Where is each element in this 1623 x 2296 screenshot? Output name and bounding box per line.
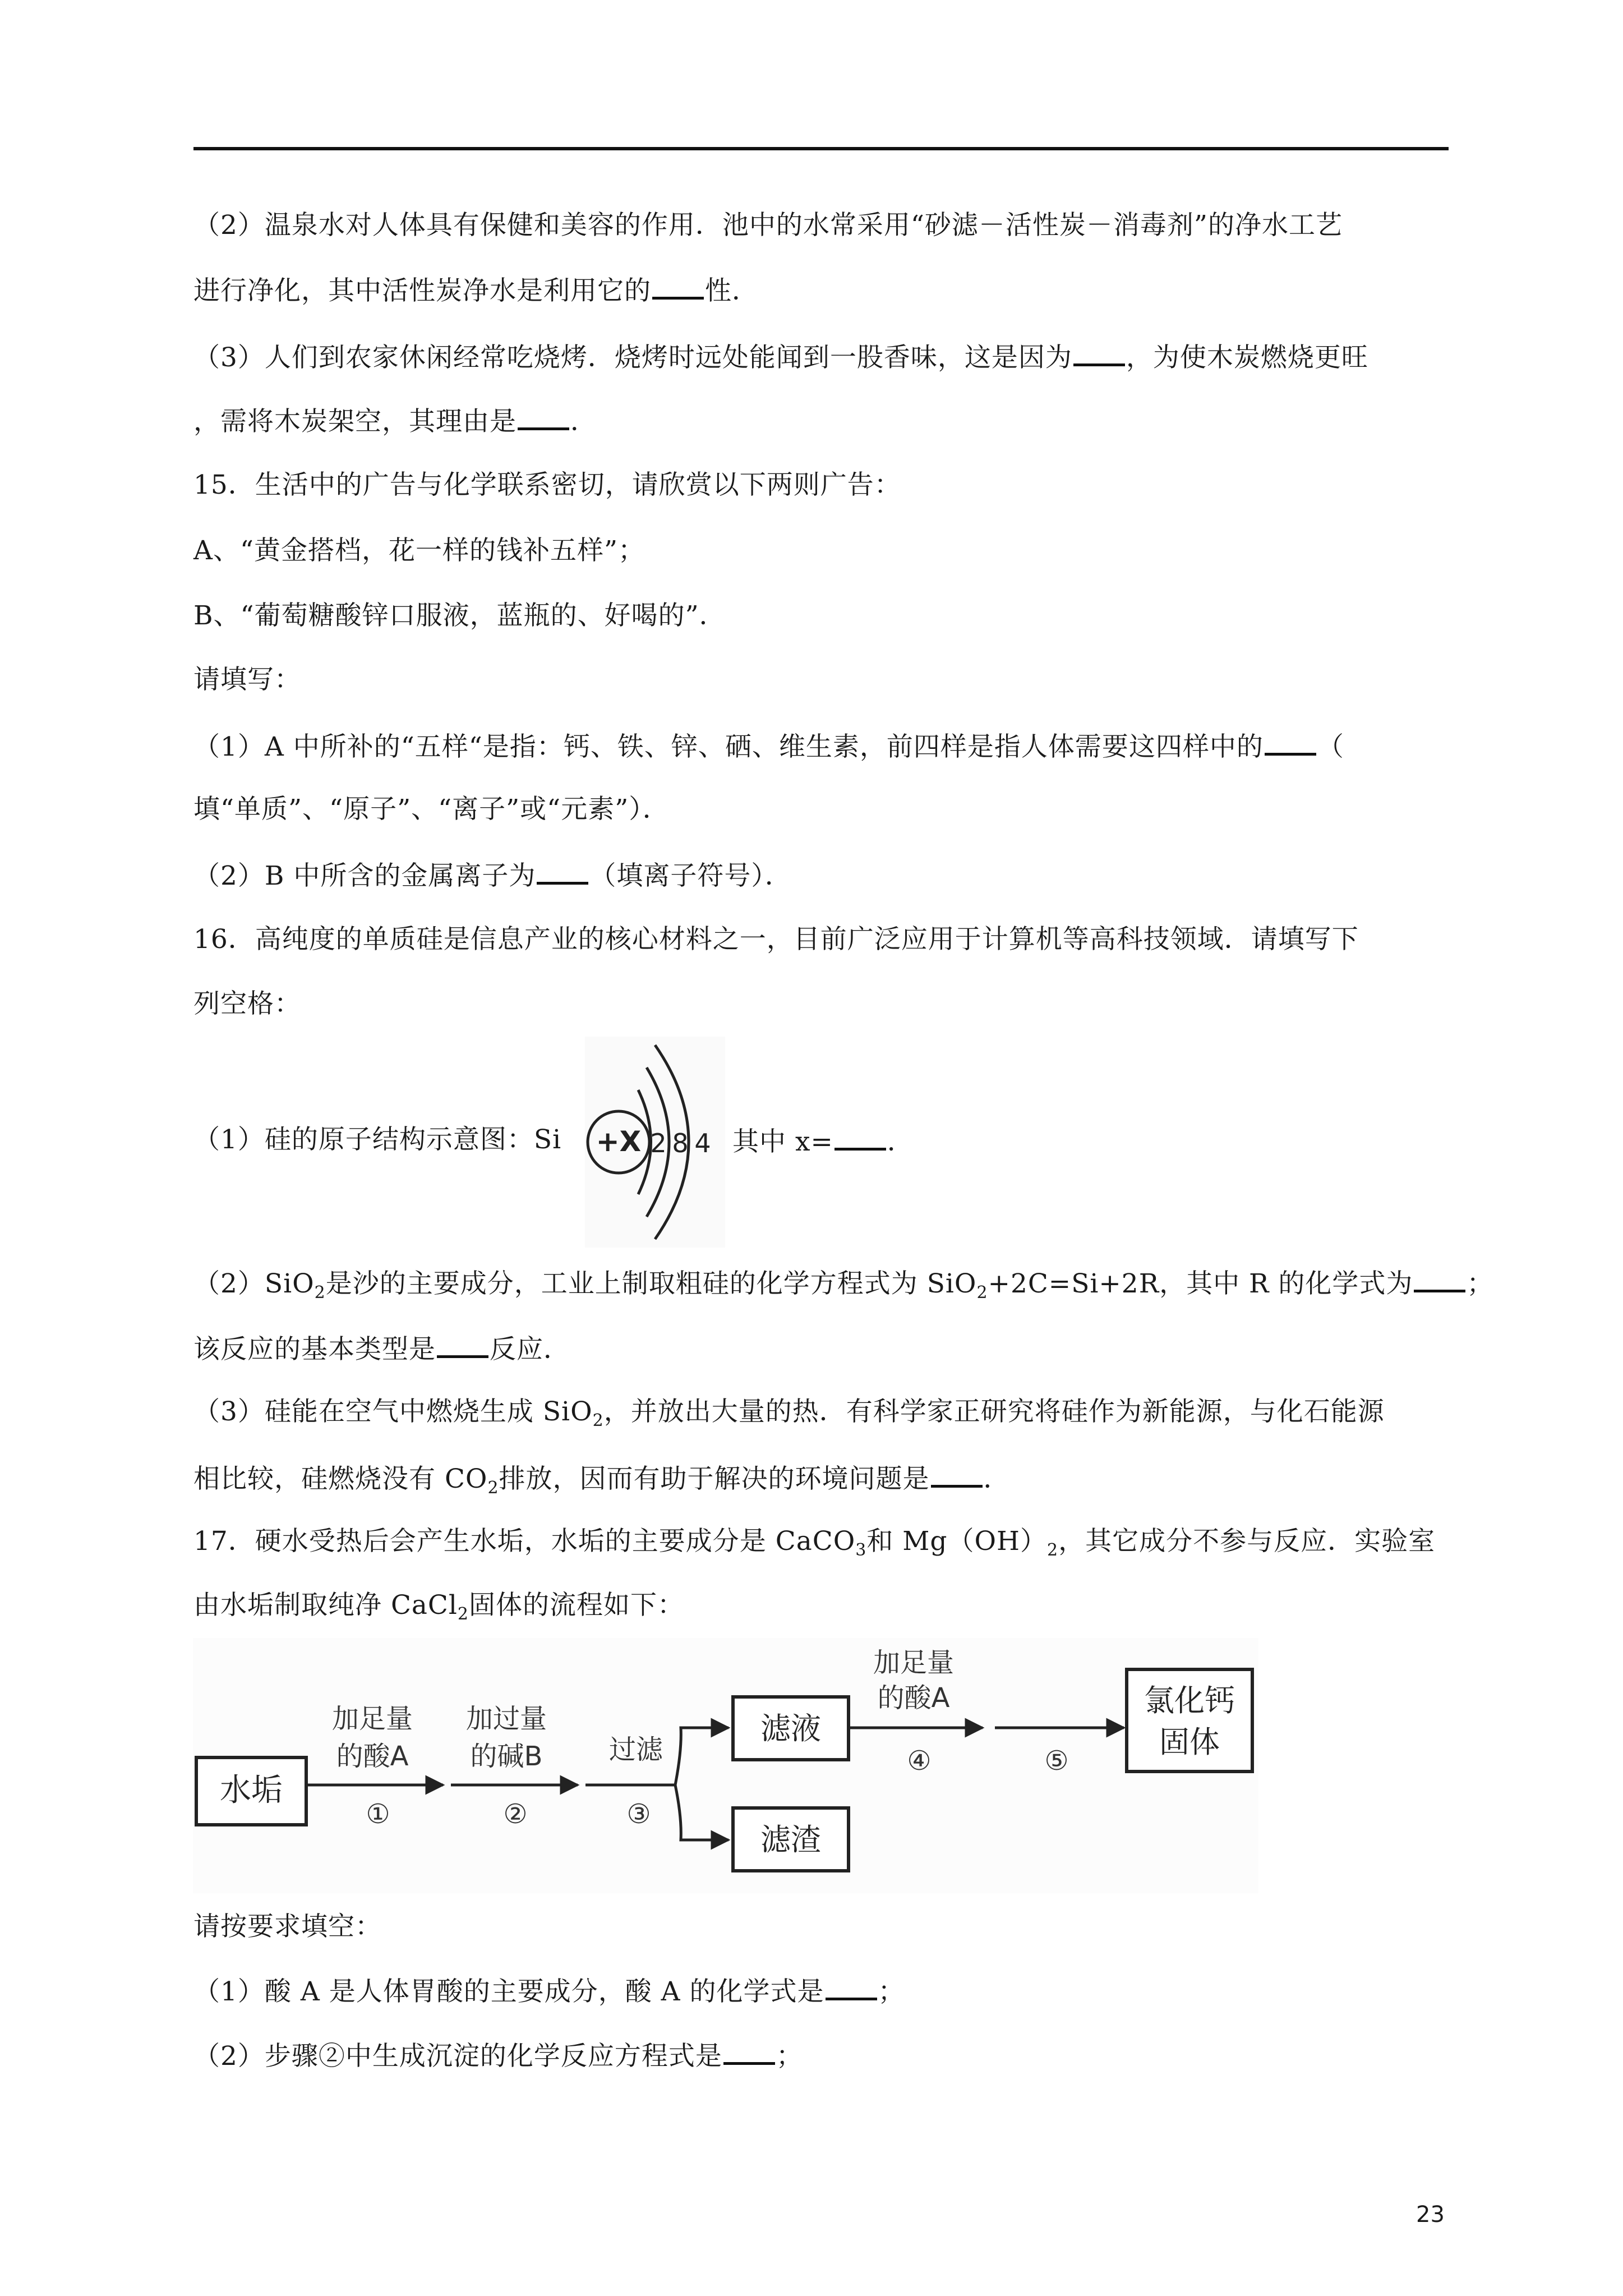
step4-top-label: 加足量: [873, 1647, 955, 1678]
q16-part2-line2: 该反应的基本类型是 反应．: [193, 1331, 570, 1366]
silicon-atom-structure-diagram: [585, 1037, 725, 1248]
q17-fill-instruction: 请按要求填空：: [193, 1911, 382, 1942]
q16-stem-line2: 列空格：: [193, 988, 301, 1019]
q15-stem: 15．生活中的广告与化学联系密切，请欣赏以下两则广告：: [193, 470, 901, 500]
q16-part3-line1: （3）硅能在空气中燃烧生成 SiO$_2$，并放出大量的热．有科学家正研究将硅作为新能源，与化石能源: [193, 1396, 1385, 1430]
step4-bottom-label: 的酸A: [877, 1682, 950, 1714]
scale-to-cacl2-flowchart: [193, 1638, 1258, 1893]
residue-label: 滤渣: [760, 1822, 821, 1857]
filtrate-label: 滤液: [760, 1711, 821, 1746]
page-number: 23: [1416, 2202, 1445, 2228]
step2-number: ②: [503, 1798, 528, 1830]
step1-bottom-label: 的酸A: [336, 1741, 409, 1772]
q16-part3-line2: 相比较，硅燃烧没有 $CO_2$排放，因而有助于解决的环境问题是 ．: [193, 1460, 1011, 1496]
q17-stem-line1: 17．硬水受热后会产生水垢，水垢的主要成分是 CaCO$_3$和 $Mg(OH)_2$，其它成分不参与反应．实验室: [193, 1526, 1436, 1560]
q17-stem-line2: 由水垢制取纯净 CaCl$_2$固体的流程如下：: [193, 1590, 685, 1624]
answer-blank[interactable]: [834, 1123, 886, 1151]
q16-stem-line1: 16．高纯度的单质硅是信息产业的核心材料之一，目前广泛应用于计算机等高科技领域．请填写下: [193, 924, 1359, 955]
q15-fill-instruction: 请填写：: [193, 664, 301, 695]
answer-blank[interactable]: [723, 2037, 775, 2065]
step2-top-label: 加过量: [465, 1703, 547, 1734]
step1-number: ①: [366, 1798, 390, 1830]
answer-blank[interactable]: [537, 857, 588, 885]
answer-blank[interactable]: [652, 272, 704, 300]
step4-number: ④: [907, 1745, 932, 1777]
nucleus-charge: +X: [596, 1125, 642, 1158]
q15-ad-b: B、“葡萄糖酸锌口服液，蓝瓶的、好喝的”．: [193, 600, 726, 631]
q14-part2-line2: 进行净化，其中活性炭净水是利用它的 性．: [193, 272, 759, 308]
answer-blank[interactable]: [1265, 728, 1316, 756]
q16-part1-label: （1）硅的原子结构示意图：Si: [193, 1124, 562, 1155]
step3-number: ③: [626, 1798, 651, 1830]
shell-1-electrons: 2: [650, 1128, 667, 1158]
q14-part3-line2: ，需将木炭架空，其理由是 ．: [193, 403, 597, 439]
q15-part2: （2）B 中所含的金属离子为 （填离子符号）．: [193, 857, 792, 893]
answer-blank[interactable]: [826, 1973, 877, 2000]
shell-3-electrons: 4: [694, 1128, 711, 1158]
q17-part2: （2）步骤②中生成沉淀的化学反应方程式是 ；: [193, 2037, 803, 2073]
answer-blank[interactable]: [931, 1460, 983, 1488]
scale-label: 水垢: [220, 1772, 283, 1809]
q15-ad-a: A、“黄金搭档，花一样的钱补五样”；: [193, 535, 645, 566]
step2-bottom-label: 的碱B: [470, 1741, 543, 1772]
header-rule: [193, 147, 1449, 150]
step5-number: ⑤: [1044, 1745, 1069, 1777]
step3-label: 过滤: [608, 1734, 663, 1765]
answer-blank[interactable]: [437, 1331, 488, 1358]
q16-part2-line1: （2）SiO$_2$是沙的主要成分，工业上制取粗硅的化学方程式为 SiO$_2$+2C=Si+2R，其中 R 的化学式为 ；: [193, 1265, 1493, 1301]
q14-part3-line1: （3）人们到农家休闲经常吃烧烤．烧烤时远处能闻到一股香味，这是因为 ，为使木炭燃烧更旺: [193, 339, 1368, 375]
step1-top-label: 加足量: [331, 1703, 413, 1734]
q16-part1-answer: 其中 x= ．: [732, 1123, 914, 1159]
q17-part1: （1）酸 A 是人体胃酸的主要成分，酸 A 的化学式是 ；: [193, 1973, 905, 2009]
q15-part1-line1: （1）A 中所补的“五样“是指：钙、铁、锌、硒、维生素，前四样是指人体需要这四样中的 （: [193, 728, 1344, 764]
answer-blank[interactable]: [1414, 1265, 1465, 1292]
q14-part2-line1: （2）温泉水对人体具有保健和美容的作用．池中的水常采用“砂滤－活性炭－消毒剂”的净水工艺: [193, 210, 1343, 241]
q15-part1-line2: 填“单质”、“原子”、“离子”或“元素”）．: [193, 794, 670, 825]
answer-blank[interactable]: [1073, 339, 1125, 366]
answer-blank[interactable]: [518, 403, 569, 430]
shell-2-electrons: 8: [672, 1128, 689, 1158]
product-label-top: 氯化钙: [1144, 1683, 1235, 1718]
product-label-bottom: 固体: [1159, 1724, 1220, 1760]
